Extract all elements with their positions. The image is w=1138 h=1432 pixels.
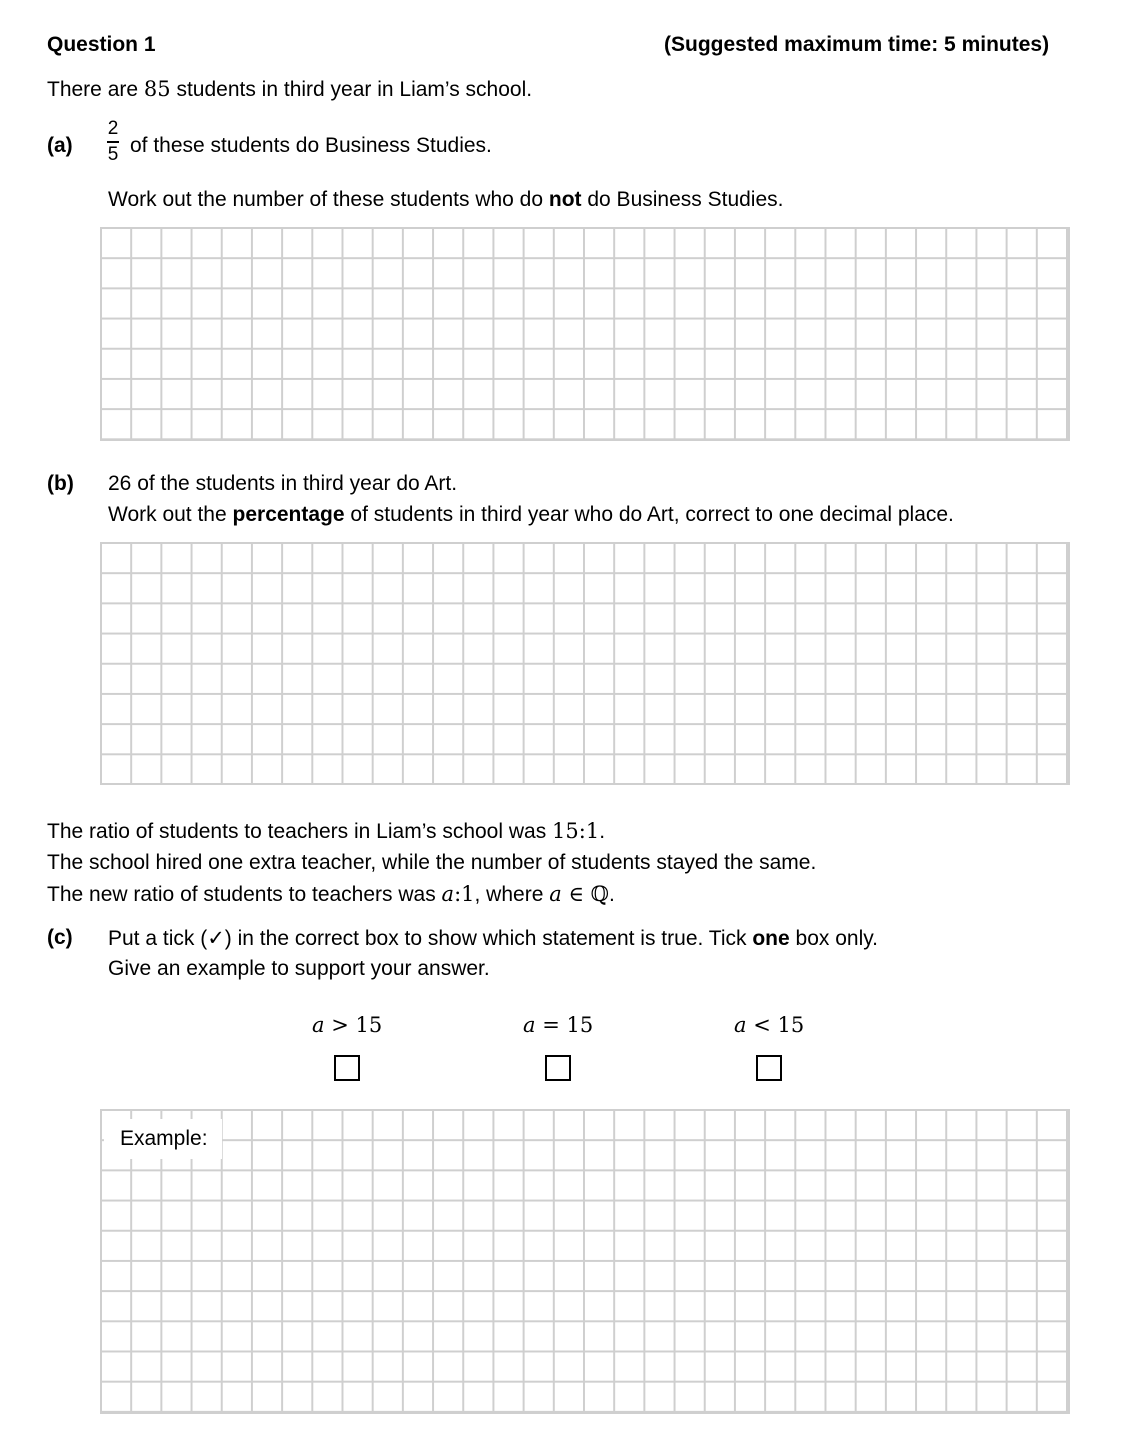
fraction-bar [107,141,119,143]
part-a-label: (a) [47,134,73,157]
fraction-two-fifths [103,119,123,165]
ratio-line3: The new ratio of students to teachers was a:1, where a ∈ ℚ. [47,882,615,906]
question-title: Question 1 [47,33,156,56]
option-a-equal-label: a = 15 [523,1013,594,1037]
tick-box-equal[interactable] [545,1055,571,1081]
part-c-line1: Put a tick (✓) in the correct box to show which statement is true. Tick one box only. [108,927,879,950]
tick-box-greater[interactable] [334,1055,360,1081]
part-b-line2: Work out the percentage of students in third year who do Art, correct to one decimal place. [108,503,954,526]
fraction-numerator: 2 [107,118,119,139]
tick-box-less[interactable] [756,1055,782,1081]
answer-grid-c[interactable] [100,1109,1070,1414]
part-c-label: (c) [47,926,73,949]
answer-grid-b[interactable] [100,542,1070,785]
ratio-line1: The ratio of students to teachers in Liam’s school was 15:1. [47,819,606,843]
option-a-less-label: a < 15 [734,1013,805,1037]
part-b-label: (b) [47,472,74,495]
student-count: 85 [143,77,171,101]
part-c-line2: Give an example to support your answer. [108,957,490,980]
suggested-time: (Suggested maximum time: 5 minutes) [664,33,1050,56]
example-label: Example: [104,1119,222,1159]
fraction-denominator: 5 [107,144,119,165]
part-a-line1: of these students do Business Studies. [130,134,492,157]
option-a-greater-label: a > 15 [312,1013,383,1037]
intro-text: There are 85 students in third year in Liam’s school. [47,77,533,101]
part-b-line1: 26 of the students in third year do Art. [108,472,458,495]
answer-grid-a[interactable] [100,227,1070,441]
part-a-line2: Work out the number of these students who do not do Business Studies. [108,188,784,211]
ratio-line2: The school hired one extra teacher, while the number of students stayed the same. [47,851,817,874]
